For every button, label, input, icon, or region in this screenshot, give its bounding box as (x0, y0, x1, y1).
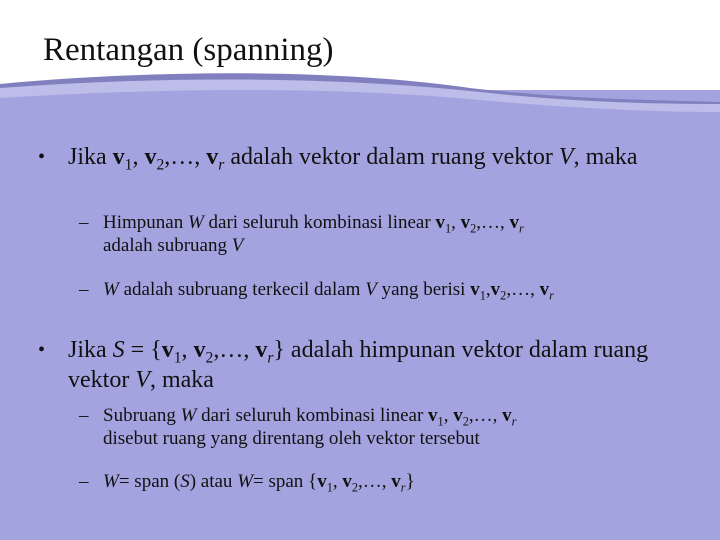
dash-marker: – (79, 405, 89, 426)
bullet-dot: • (38, 146, 46, 168)
bullet-2-sub-1: – Subruang W dari seluruh kombinasi linear $v_1$, $v_2,\dots$, $v_r$ disebut ruang yang direntang oleh vektor tersebut (79, 405, 517, 449)
slide-title: Rentangan (spanning) (43, 32, 334, 68)
bullet-dot: • (38, 339, 46, 361)
bullet-1: • Jika $v_1$, $v_2,\dots$, $v_r$ adalah vektor dalam ruang vektor V, maka (38, 144, 638, 174)
dash-marker: – (79, 279, 89, 300)
bullet-1-sub-1: – Himpunan W dari seluruh kombinasi linear $v_1$, $v_2,\dots$, $v_r$ adalah subruang V (79, 212, 524, 256)
dash-marker: – (79, 212, 89, 233)
bullet-2: • Jika $S = \{v_1$, $v_2,\dots$, $v_r$} adalah himpunan vektor dalam ruang vektor V, maka (38, 337, 649, 393)
dash-marker: – (79, 471, 89, 492)
bullet-2-sub-2: – W= span (S) atau W= span {$v_1$, $v_2,\dots$, $v_r$} (79, 471, 415, 495)
bullet-1-sub-2: – W adalah subruang terkecil dalam V yang berisi $v_1,v_2,\dots$, $v_r$ (79, 279, 554, 303)
